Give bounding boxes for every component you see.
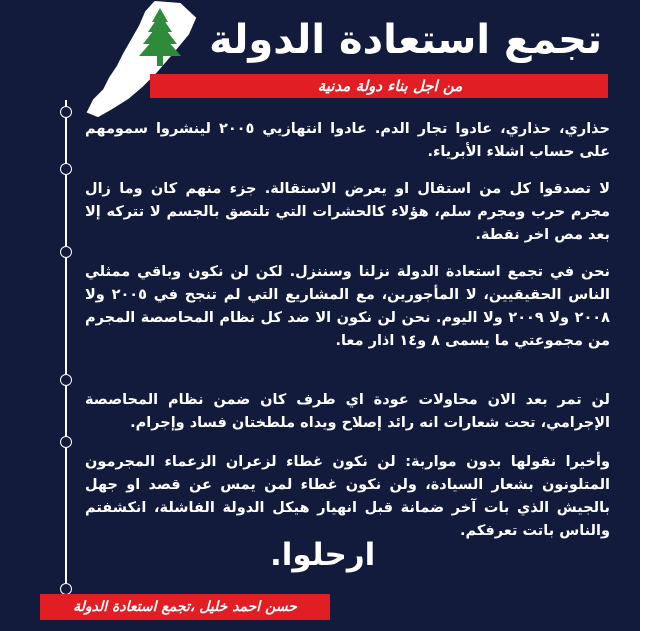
paragraph-1: حذاري، حذاري، عادوا تجار الدم. عادوا انتهازيي ٢٠٠٥ لينشروا سمومهم على حساب اشلاء الأبرياء. [85, 121, 610, 160]
timeline-dot [60, 163, 72, 175]
slogan: ارحلوا. [270, 537, 376, 573]
timeline-dot [60, 106, 72, 118]
lebanon-map-icon [60, 0, 210, 120]
subtitle: من اجل بناء دولة مدنية [317, 77, 463, 95]
timeline-dot [60, 436, 72, 448]
paragraph-4: لن تمر بعد الان محاولات عودة اي طرف كان ضمن نظام المحاصصة الإجرامي، تحت شعارات انه رائد إصلاح ويداه ملطختان فساد وإجرام. [85, 392, 610, 431]
page-title: تجمع استعادة الدولة [209, 17, 602, 63]
timeline-dot [60, 374, 72, 386]
signature: حسن احمد خليل ،تجمع استعادة الدولة [73, 599, 297, 615]
timeline-dot [60, 246, 72, 258]
paragraph-5: وأخيرا نقولها بدون مواربة: لن نكون غطاء لزعران الزعماء المجرمون المتلونون بشعار السيادة، ولن نكون غطاء لمن يمس عن قصد او جهل بالجيش الذي بات آخر ضمانة قبل انهيار هيكل الدولة الفاشلة، انكشفتم والناس باتت تعرفكم. [85, 454, 610, 539]
paragraph-3: نحن في تجمع استعادة الدولة نزلنا وسننزل. لكن لن نكون وباقي ممثلي الناس الحقيقيين، لا المأجورين، مع المشاريع التي لم تنجح في ٢٠٠٥ ولا ٢٠٠٨ ولا ٢٠٠٩ ولا اليوم. نحن لن نكون الا ضد كل نظام المحاصصة المجرم من مجموعتي ما يسمى ٨ و١٤ اذار معا. [85, 264, 611, 349]
paragraph-2: لا تصدقوا كل من استقال او يعرض الاستقالة. جزء منهم كان وما زال مجرم حرب ومجرم سلم، هؤلاء كالحشرات التي تلتصق بالجسم لا تتركه إلا بعد مص اخر نقطة. [85, 181, 610, 243]
